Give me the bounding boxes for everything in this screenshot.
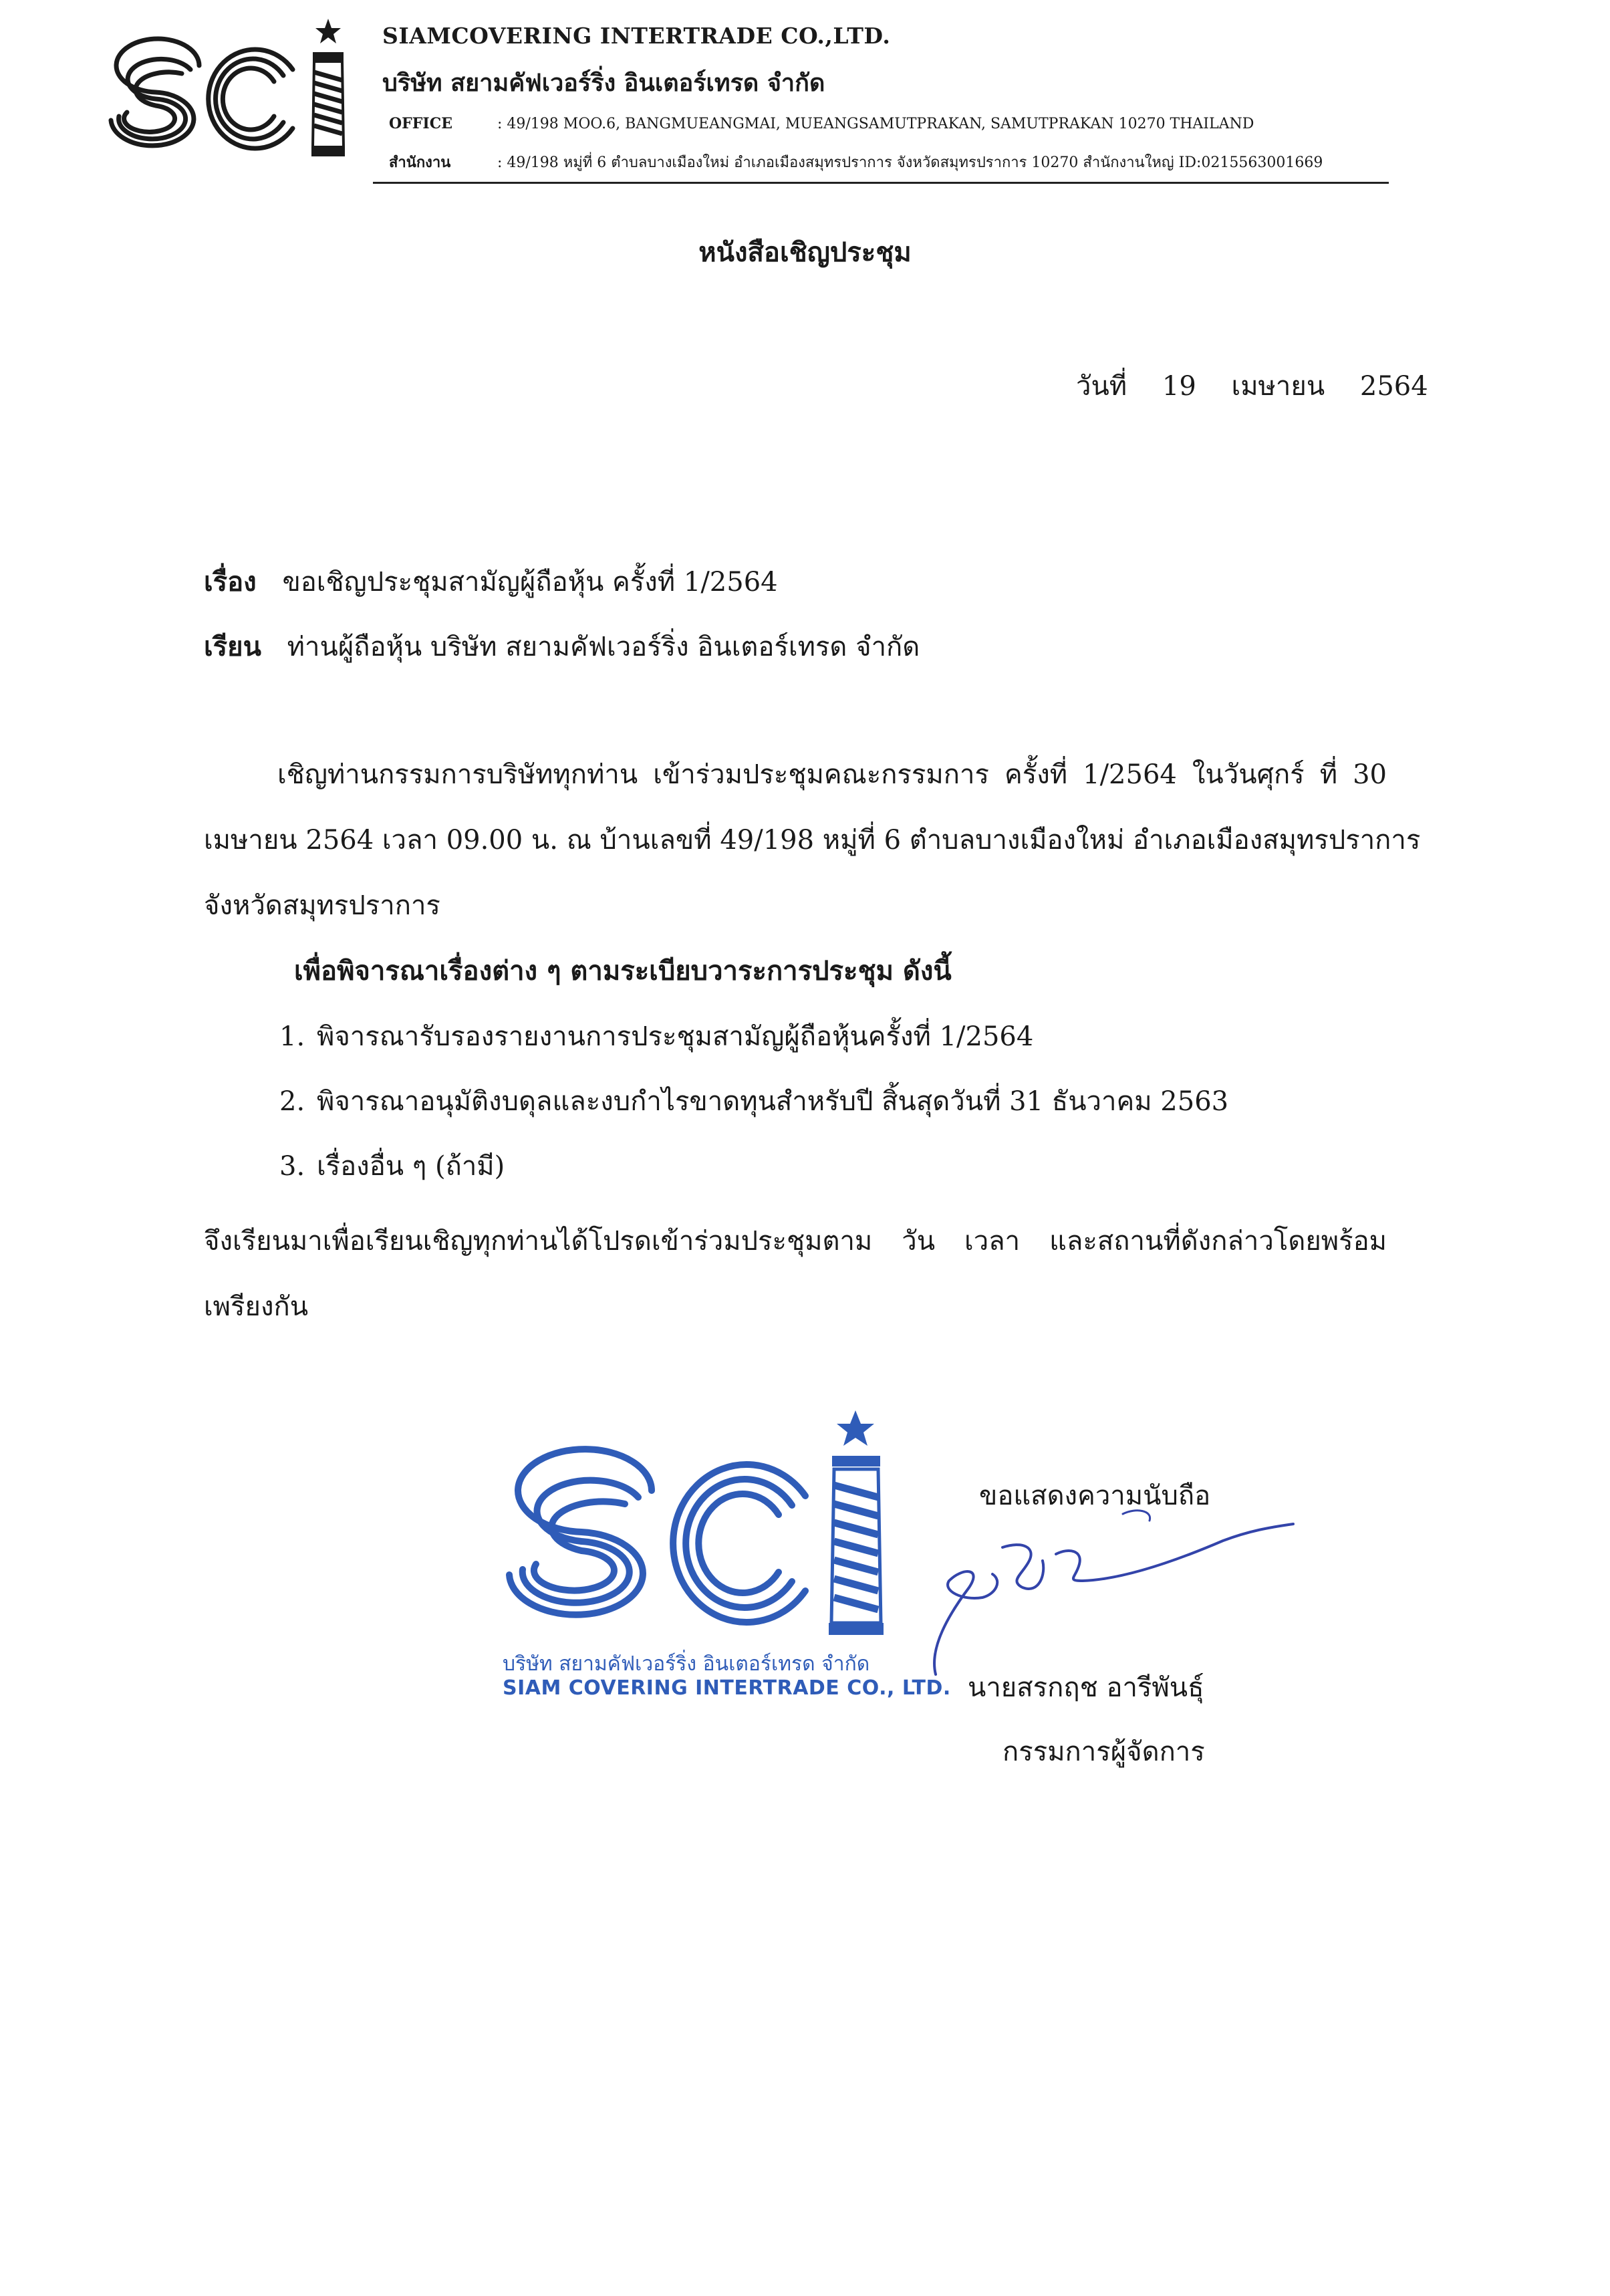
agenda-item: [279, 1079, 1228, 1122]
company-logo: [99, 13, 353, 167]
agenda-item-text: เรื่องอื่น ๆ (ถ้ามี): [317, 1151, 505, 1182]
document-date: [1076, 364, 1446, 407]
agenda-item-number: 2.: [279, 1086, 305, 1117]
office-label-en: OFFICE: [389, 115, 452, 132]
agenda-item-number: 1.: [279, 1021, 305, 1052]
closing-line-2: เพรียงกัน: [204, 1291, 309, 1322]
subject-line: [204, 560, 778, 603]
stamp-company-name-en: SIAM COVERING INTERTRADE CO., LTD.: [503, 1676, 951, 1700]
handwritten-signature: [922, 1481, 1297, 1688]
document-title: หนังสือเชิญประชุม: [698, 237, 912, 268]
company-name-th: บริษัท สยามคัฟเวอร์ริ่ง อินเตอร์เทรด จำกัด: [382, 69, 825, 97]
office-address-en-row: [389, 115, 1254, 132]
subject-label: เรื่อง: [204, 566, 257, 598]
date-month: เมษายน: [1231, 371, 1325, 402]
recipient-line: [204, 625, 920, 668]
signer-name: นายสรกฤช อารีพันธุ์: [968, 1672, 1204, 1703]
agenda-heading: เพื่อพิจารณาเรื่องต่าง ๆ ตามระเบียบวาระการประชุม ดังนี้: [294, 955, 952, 987]
recipient-label: เรียน: [204, 631, 261, 662]
body-line-1: เชิญท่านกรรมการบริษัททุกท่าน เข้าร่วมประชุมคณะกรรมการ ครั้งที่ 1/2564 ในวันศุกร์ ที่ 30: [277, 759, 1387, 790]
signer-title: กรรมการผู้จัดการ: [1002, 1737, 1205, 1767]
body-line-3: จังหวัดสมุทรปราการ: [204, 890, 440, 921]
closing-paragraph: [204, 1208, 1387, 1340]
office-address-th: : 49/198 หมู่ที่ 6 ตำบลบางเมืองใหม่ อำเภอเมืองสมุทรปราการ จังหวัดสมุทรปราการ 10270 สำนักงานใหญ่ ID:0215563001669: [497, 154, 1323, 171]
company-name-en: SIAMCOVERING INTERTRADE CO.,LTD.: [382, 23, 891, 49]
letterhead-divider: [373, 182, 1389, 184]
recipient-text: ท่านผู้ถือหุ้น บริษัท สยามคัฟเวอร์ริ่ง อินเตอร์เทรด จำกัด: [287, 632, 920, 662]
company-stamp-logo: [495, 1410, 896, 1644]
office-address-th-row: [389, 150, 1323, 174]
agenda-item-text: พิจารณารับรองรายงานการประชุมสามัญผู้ถือหุ้นครั้งที่ 1/2564: [317, 1021, 1034, 1052]
agenda-item: [279, 1144, 505, 1187]
agenda-item-number: 3.: [279, 1151, 305, 1182]
closing-line-1: จึงเรียนมาเพื่อเรียนเชิญทุกท่านได้โปรดเข้าร่วมประชุมตาม วัน เวลา และสถานที่ดังกล่าวโดยพร้อม: [204, 1226, 1387, 1257]
subject-text: ขอเชิญประชุมสามัญผู้ถือหุ้น ครั้งที่ 1/2564: [282, 567, 778, 598]
date-label: วันที่: [1076, 371, 1127, 402]
body-paragraph: [204, 742, 1421, 938]
closing-regards: ขอแสดงความนับถือ: [979, 1481, 1211, 1511]
office-label-th: สำนักงาน: [389, 154, 451, 171]
agenda-item-text: พิจารณาอนุมัติงบดุลและงบกำไรขาดทุนสำหรับปี สิ้นสุดวันที่ 31 ธันวาคม 2563: [317, 1086, 1229, 1117]
stamp-company-name-th: บริษัท สยามคัฟเวอร์ริ่ง อินเตอร์เทรด จำกัด: [503, 1652, 870, 1676]
date-year: 2564: [1359, 371, 1428, 402]
office-address-en: : 49/198 MOO.6, BANGMUEANGMAI, MUEANGSAMUTPRAKAN, SAMUTPRAKAN 10270 THAILAND: [497, 116, 1254, 132]
body-line-2: เมษายน 2564 เวลา 09.00 น. ณ บ้านเลขที่ 49/198 หมู่ที่ 6 ตำบลบางเมืองใหม่ อำเภอเมืองสมุทรปราการ: [204, 825, 1421, 856]
agenda-item: [279, 1015, 1033, 1057]
date-day: 19: [1162, 371, 1196, 402]
